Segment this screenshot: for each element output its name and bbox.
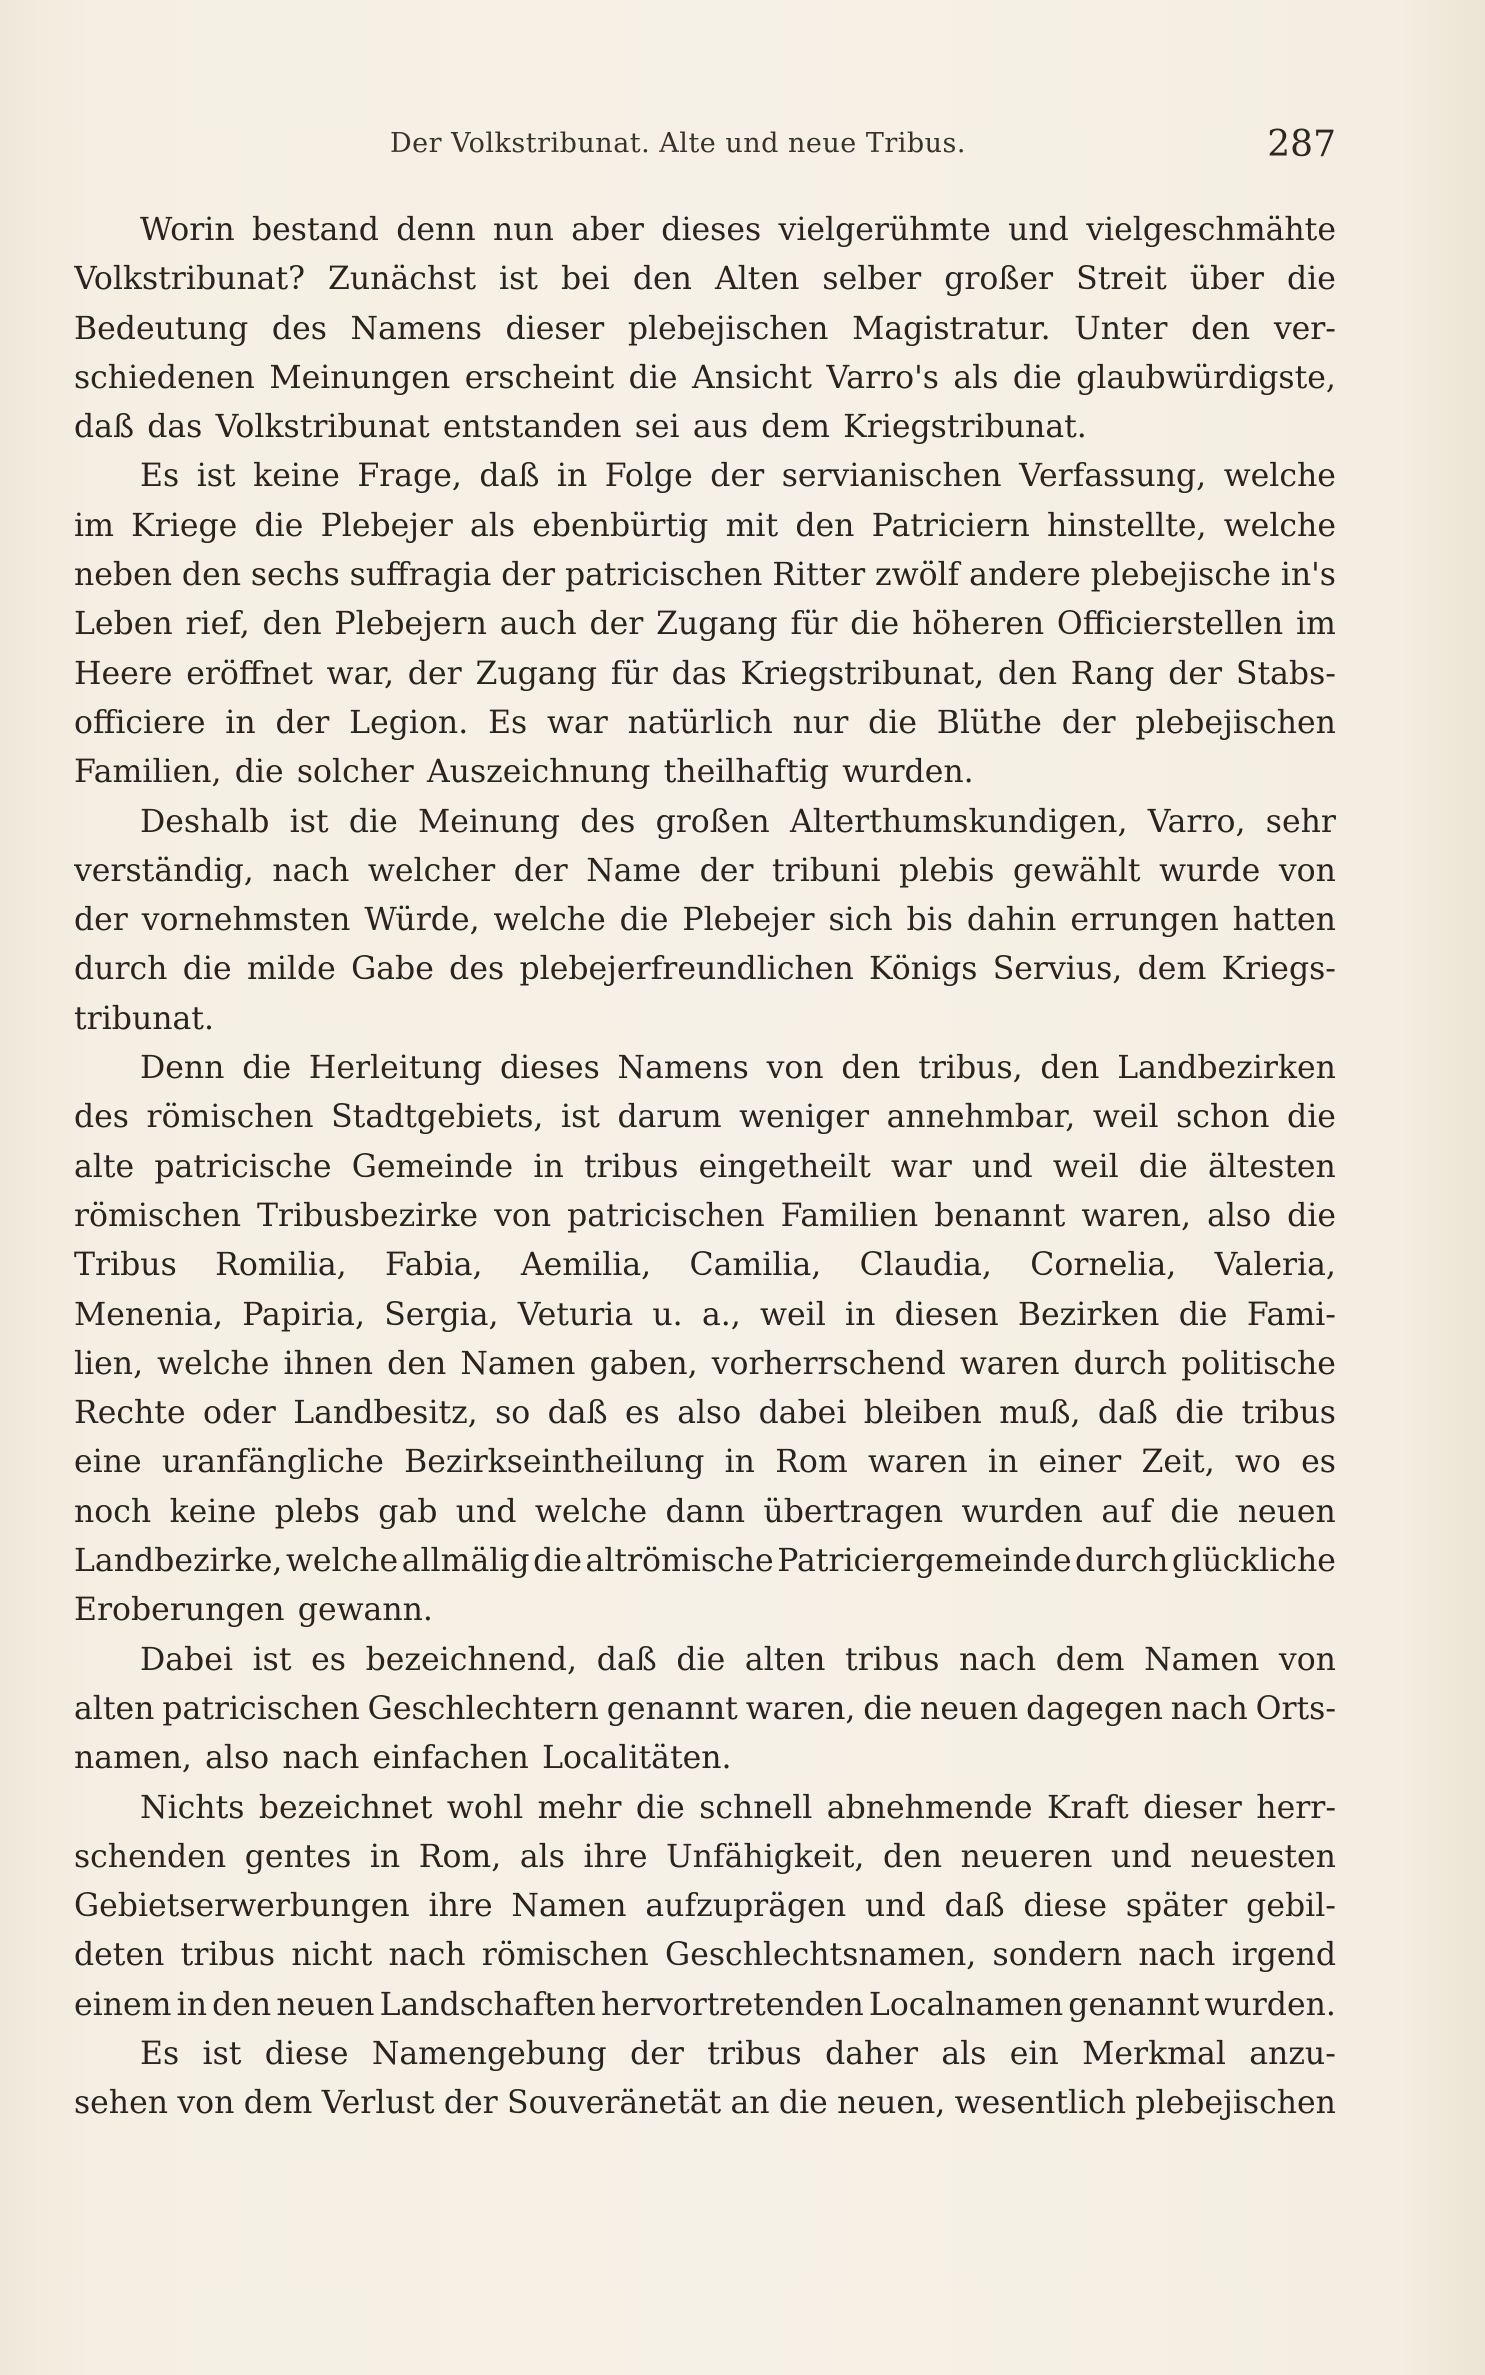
text-line: Eroberungen gewann.: [74, 1592, 433, 1629]
text-line: Volkstribunat? Zunächst ist bei den Alten selber großer Streit über die: [74, 261, 1336, 298]
text-line: noch keine plebs gab und welche dann übertragen wurden auf die neuen: [74, 1493, 1336, 1530]
text-line: Tribus Romilia, Fabia, Aemilia, Camilia, Claudia, Cornelia, Valeria,: [74, 1247, 1336, 1284]
text-line: römischen Tribusbezirke von patricischen Familien benannt waren, also die: [74, 1197, 1336, 1234]
text-line: Landbezirke, welche allmälig die altrömische Patriciergemeinde durch glückliche: [74, 1543, 1336, 1580]
text-line: Dabei ist es bezeichnend, daß die alten tribus nach dem Namen von: [140, 1641, 1336, 1678]
text-line: Es ist diese Namengebung der tribus daher als ein Merkmal anzu-: [140, 2035, 1336, 2072]
text-line: im Kriege die Plebejer als ebenbürtig mit den Patriciern hinstellte, welche: [74, 507, 1336, 544]
text-line: des römischen Stadtgebiets, ist darum weniger annehmbar, weil schon die: [74, 1099, 1336, 1136]
text-line: tribunat.: [74, 1000, 214, 1037]
text-line: sehen von dem Verlust der Souveränetät an die neuen, wesentlich plebejischen: [74, 2085, 1336, 2122]
text-line: daß das Volkstribunat entstanden sei aus dem Kriegstribunat.: [74, 409, 1087, 446]
text-line: Heere eröffnet war, der Zugang für das Kriegstribunat, den Rang der Stabs-: [74, 655, 1336, 692]
running-title: Der Volkstribunat. Alte und neue Tribus.: [390, 128, 966, 159]
text-line: deten tribus nicht nach römischen Geschlechtsnamen, sondern nach irgend: [74, 1937, 1336, 1974]
text-line: Deshalb ist die Meinung des großen Alterthumskundigen, Varro, sehr: [140, 803, 1336, 840]
text-line: Rechte oder Landbesitz, so daß es also dabei bleiben muß, daß die tribus: [74, 1395, 1336, 1432]
text-line: alten patricischen Geschlechtern genannt waren, die neuen dagegen nach Orts-: [74, 1690, 1336, 1727]
text-line: Es ist keine Frage, daß in Folge der servianischen Verfassung, welche: [140, 458, 1336, 495]
text-line: schenden gentes in Rom, als ihre Unfähigkeit, den neueren und neuesten: [74, 1838, 1336, 1875]
text-line: durch die milde Gabe des plebejerfreundlichen Königs Servius, dem Kriegs-: [74, 951, 1336, 988]
text-line: Menenia, Papiria, Sergia, Veturia u. a., weil in diesen Bezirken die Fami-: [74, 1296, 1336, 1333]
text-line: Worin bestand denn nun aber dieses vielgerühmte und vielgeschmähte: [140, 212, 1336, 248]
text-line: Nichts bezeichnet wohl mehr die schnell abnehmende Kraft dieser herr-: [140, 1789, 1336, 1826]
text-line: neben den sechs suffragia der patricischen Ritter zwölf andere plebejische in's: [74, 557, 1336, 594]
text-line: der vornehmsten Würde, welche die Plebejer sich bis dahin errungen hatten: [74, 902, 1336, 939]
text-line: einem in den neuen Landschaften hervortretenden Localnamen genannt wurden.: [74, 1986, 1336, 2023]
text-line: alte patricische Gemeinde in tribus eingetheilt war und weil die ältesten: [74, 1148, 1336, 1185]
text-line: schiedenen Meinungen erscheint die Ansicht Varro's als die glaubwürdigste,: [74, 359, 1336, 396]
body-text: [74, 206, 1336, 2129]
text-line: verständig, nach welcher der Name der tribuni plebis gewählt wurde von: [74, 852, 1336, 889]
running-head: [74, 124, 1336, 168]
text-line: Leben rief, den Plebejern auch der Zugang für die höheren Officierstellen im: [74, 606, 1336, 643]
text-line: lien, welche ihnen den Namen gaben, vorherrschend waren durch politische: [74, 1345, 1336, 1382]
text-line: Bedeutung des Namens dieser plebejischen Magistratur. Unter den ver-: [74, 310, 1336, 347]
text-line: Denn die Herleitung dieses Namens von den tribus, den Landbezirken: [140, 1050, 1336, 1087]
text-line: officiere in der Legion. Es war natürlich nur die Blüthe der plebejischen: [74, 704, 1336, 741]
text-line: Familien, die solcher Auszeichnung theilhaftig wurden.: [74, 754, 974, 791]
text-line: eine uranfängliche Bezirkseintheilung in Rom waren in einer Zeit, wo es: [74, 1444, 1336, 1481]
text-line: Gebietserwerbungen ihre Namen aufzuprägen und daß diese später gebil-: [74, 1888, 1336, 1925]
page-number: 287: [1267, 124, 1336, 165]
text-line: namen, also nach einfachen Localitäten.: [74, 1740, 732, 1777]
